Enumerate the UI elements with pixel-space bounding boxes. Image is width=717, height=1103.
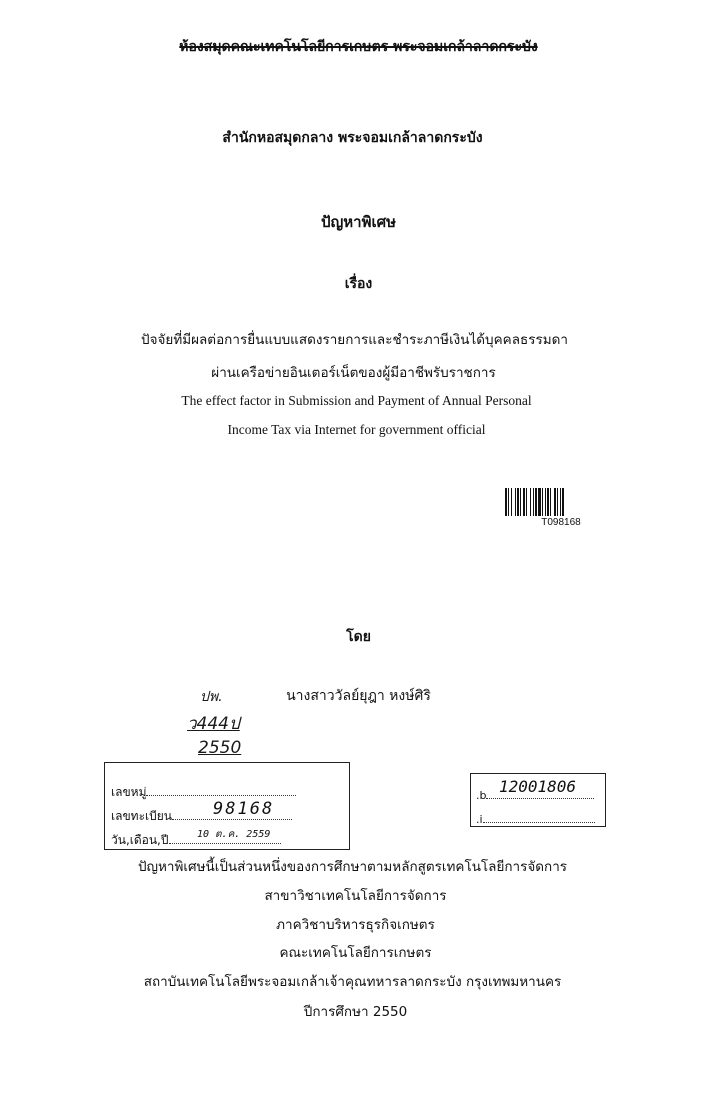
title-thai-line-2: ผ่านเครือข่ายอินเตอร์เน็ตของผู้มีอาชีพรับราชการ: [211, 365, 496, 381]
author-name: นางสาววัลย์ยุฎา หงษ์ศิริ: [286, 688, 431, 704]
title-thai-line-1: ปัจจัยที่มีผลต่อการยื่นแบบแสดงรายการและชำระภาษีเงินได้บุคคลธรรมดา: [141, 332, 568, 348]
footer-line-4: คณะเทคโนโลยีการเกษตร: [279, 945, 432, 961]
book-number-box: [470, 773, 606, 827]
registration-label: เลขทะเบียน: [111, 809, 172, 823]
i-label: .i: [476, 813, 483, 826]
i-row: [476, 812, 595, 826]
subject-label: เรื่อง: [344, 276, 373, 292]
category-label: เลขหมู่: [111, 785, 147, 799]
handwritten-call-number-line-1: ปพ.: [200, 689, 223, 705]
category-dotted-field: [146, 785, 296, 796]
date-label: วัน,เดือน,ปี: [111, 833, 169, 847]
footer-line-6: ปีการศึกษา 2550: [303, 1004, 408, 1020]
title-english-line-1: The effect factor in Submission and Payment of Annual Personal: [181, 393, 532, 408]
b-value: 12001806: [499, 777, 577, 796]
title-english-line-2: Income Tax via Internet for government official: [227, 422, 486, 437]
by-label: โดย: [346, 629, 371, 645]
registration-value: 98168: [213, 799, 275, 819]
date-stamp-value: 10 ต.ค. 2559: [197, 829, 271, 840]
b-label: .b: [476, 789, 487, 802]
i-dotted-field: [483, 812, 595, 823]
footer-line-2: สาขาวิชาเทคโนโลยีการจัดการ: [264, 888, 447, 904]
footer-line-5: สถาบันเทคโนโลยีพระจอมเกล้าเจ้าคุณทหารลาดกระบัง กรุงเทพมหานคร: [143, 974, 562, 990]
document-type-heading: ปัญหาพิเศษ: [320, 213, 397, 231]
barcode-image: [505, 488, 617, 516]
handwritten-call-number-line-3: 2550: [198, 738, 242, 758]
barcode-number: T098168: [541, 517, 581, 528]
handwritten-call-number-line-2: ว444ป: [187, 714, 240, 734]
footer-line-3: ภาควิชาบริหารธุรกิจเกษตร: [276, 917, 435, 933]
footer-line-1: ปัญหาพิเศษนี้เป็นส่วนหนึ่งของการศึกษาตามหลักสูตรเทคโนโลยีการจัดการ: [137, 859, 568, 875]
central-library-stamp: สำนักหอสมุดกลาง พระจอมเกล้าลาดกระบัง: [222, 130, 483, 146]
faculty-library-stamp: ห้องสมุดคณะเทคโนโลยีการเกษตร พระจอมเกล้าลาดกระบัง: [179, 39, 538, 55]
register-box: [104, 762, 350, 850]
